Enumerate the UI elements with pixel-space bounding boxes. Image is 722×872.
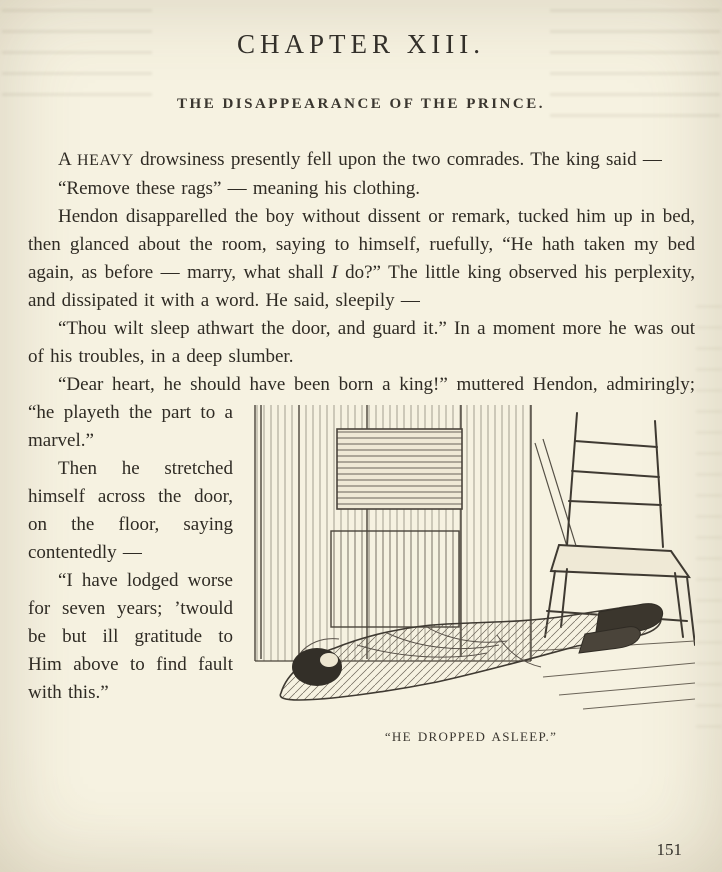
illustration-block [247, 405, 695, 751]
paragraph-1 [28, 146, 695, 175]
paragraph-6: Then he stretched himself across the door, on the floor, saying contentedly — [28, 458, 233, 563]
paragraph-1-lead: A [58, 149, 77, 170]
paragraph-2: “Remove these rags” — meaning his clothing. [58, 178, 420, 199]
paragraph-3-end: do?” The little king observed his perplexity, and dissipated it with a word. He said, sleepily — [28, 262, 695, 311]
illustration-caption: “HE DROPPED ASLEEP.” [384, 729, 558, 744]
paragraph-5-start: “Dear heart, he should have been born a king!” muttered Hendon, [58, 374, 607, 395]
paragraph-4: “Thou wilt sleep athwart the door, and guard it.” In a moment more he was out of his troubles, in a deep slumber. [28, 318, 695, 367]
section-title: THE DISAPPEARANCE OF THE PRINCE. [177, 96, 545, 112]
paragraph-1-smallcaps: HEAVY [76, 152, 134, 169]
chapter-heading: CHAPTER XIII. [237, 29, 485, 59]
paragraph-3-italic-i: I [331, 262, 338, 283]
paragraph-3-start: Hendon disapparelled the boy without dissent or remark, tucked him up in bed, then glanced about the room, saying to himself, ruefully, “He hath taken my bed again, as before — marry, what shall [28, 206, 695, 283]
page-number: 151 [656, 840, 682, 859]
bleedthrough-text-ghost-edge [696, 300, 722, 730]
paragraph-3 [28, 203, 695, 315]
paragraph-1-rest: drowsiness presently fell upon the two comrades. The king said — [133, 149, 662, 170]
body-text [28, 146, 695, 744]
illustration-sleeping-hendon [247, 405, 695, 715]
paragraph-7: “I have lodged worse for seven years; ’twould be but ill gratitude to Him above to find fault with this.” [28, 570, 233, 703]
paragraph-5-rest: admiringly; “he playeth the part to a marvel.” [28, 374, 695, 451]
